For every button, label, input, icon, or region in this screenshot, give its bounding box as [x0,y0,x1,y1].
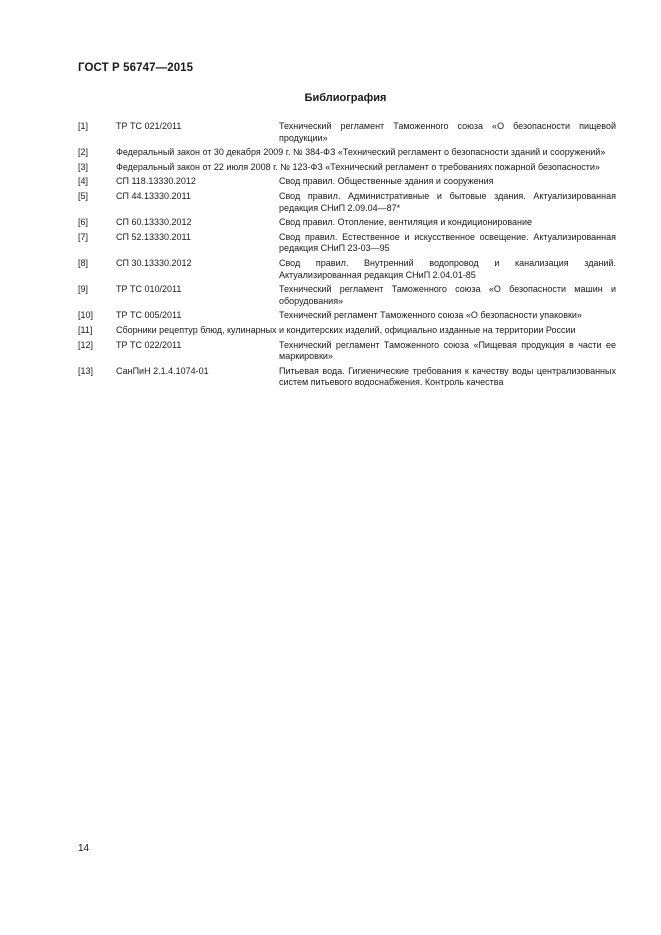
entry-code: ТР ТС 022/2011 [116,339,182,350]
bibliography-entry [78,121,616,144]
entry-description: Свод правил. Отопление, вентиляция и кондиционирование [279,217,533,228]
entry-number: [1] [78,121,89,131]
entry-number: [7] [78,231,89,242]
entry-description: Свод правил. Естественное и искусственное освещение. Актуализированная редакция СНиП 23-03—95 [279,231,616,254]
page-number: 14 [78,843,90,854]
bibliography-entry [78,366,616,389]
bibliography-entry [78,176,616,188]
entry-code: ТР ТС 010/2011 [116,284,182,295]
entry-code: СП 118.13330.2012 [116,176,196,187]
entry-description: Сборники рецептур блюд, кулинарных и кондитерских изделий, официально изданные на территории России [116,324,576,335]
entry-description: Технический регламент Таможенного союза «О безопасности машин и оборудования» [279,284,616,306]
entry-code: СП 52.13330.2011 [116,231,191,242]
entry-number: [11] [78,324,93,335]
entry-number: [12] [78,339,94,350]
bibliography-entry [78,232,616,255]
entry-description: Питьевая вода. Гигиенические требования к качеству воды централизованных систем питьевого водоснабжения. Контроль качества [279,365,616,388]
entry-description: Свод правил. Административные и бытовые здания. Актуализированная редакция СНиП 2.09.04—87* [279,190,616,213]
entry-number: [6] [78,217,89,228]
bibliography-entry [78,191,616,214]
entry-description: Свод правил. Общественные здания и сооружения [279,176,494,187]
entry-description: Свод правил. Внутренний водопровод и канализация зданий. Актуализированная редакция СНиП 2.04.01-85 [279,257,616,280]
bibliography-entry [78,147,616,159]
entry-code: СП 44.13330.2011 [116,190,191,201]
entry-description: Технический регламент Таможенного союза «Пищевая продукция в части ее маркировки» [279,339,616,362]
document-header: ГОСТ Р 56747—2015 [78,62,194,74]
entry-code: ТР ТС 021/2011 [116,121,182,131]
bibliography-entry [78,310,616,322]
entry-number: [10] [78,310,94,321]
bibliography-title: Библиография [304,92,387,104]
entry-number: [4] [78,176,89,187]
bibliography-entry [78,162,616,174]
entry-description: Технический регламент Таможенного союза «О безопасности упаковки» [279,310,582,321]
entry-code: ТР ТС 005/2011 [116,310,182,321]
entry-number: [3] [78,161,89,172]
entry-description: Технический регламент Таможенного союза «О безопасности пищевой продукции» [279,121,616,143]
entry-number: [5] [78,190,89,201]
entry-number: [9] [78,284,89,295]
bibliography-entry [78,340,616,363]
bibliography-entry [78,284,616,307]
bibliography-entry [78,325,616,337]
entry-description: Федеральный закон от 22 июля 2008 г. № 123-ФЗ «Технический регламент о требованиях пожарной безопасности» [116,161,600,172]
entry-number: [2] [78,147,89,158]
entry-number: [8] [78,257,89,268]
bibliography-list [78,121,616,392]
bibliography-entry [78,217,616,229]
entry-description: Федеральный закон от 30 декабря 2009 г. № 384-ФЗ «Технический регламент о безопасности зданий и сооружений» [116,147,606,158]
bibliography-entry [78,258,616,281]
entry-code: СанПиН 2.1.4.1074-01 [116,365,209,376]
entry-code: СП 30.13330.2012 [116,257,192,268]
entry-number: [13] [78,365,94,376]
entry-code: СП 60.13330.2012 [116,217,192,228]
